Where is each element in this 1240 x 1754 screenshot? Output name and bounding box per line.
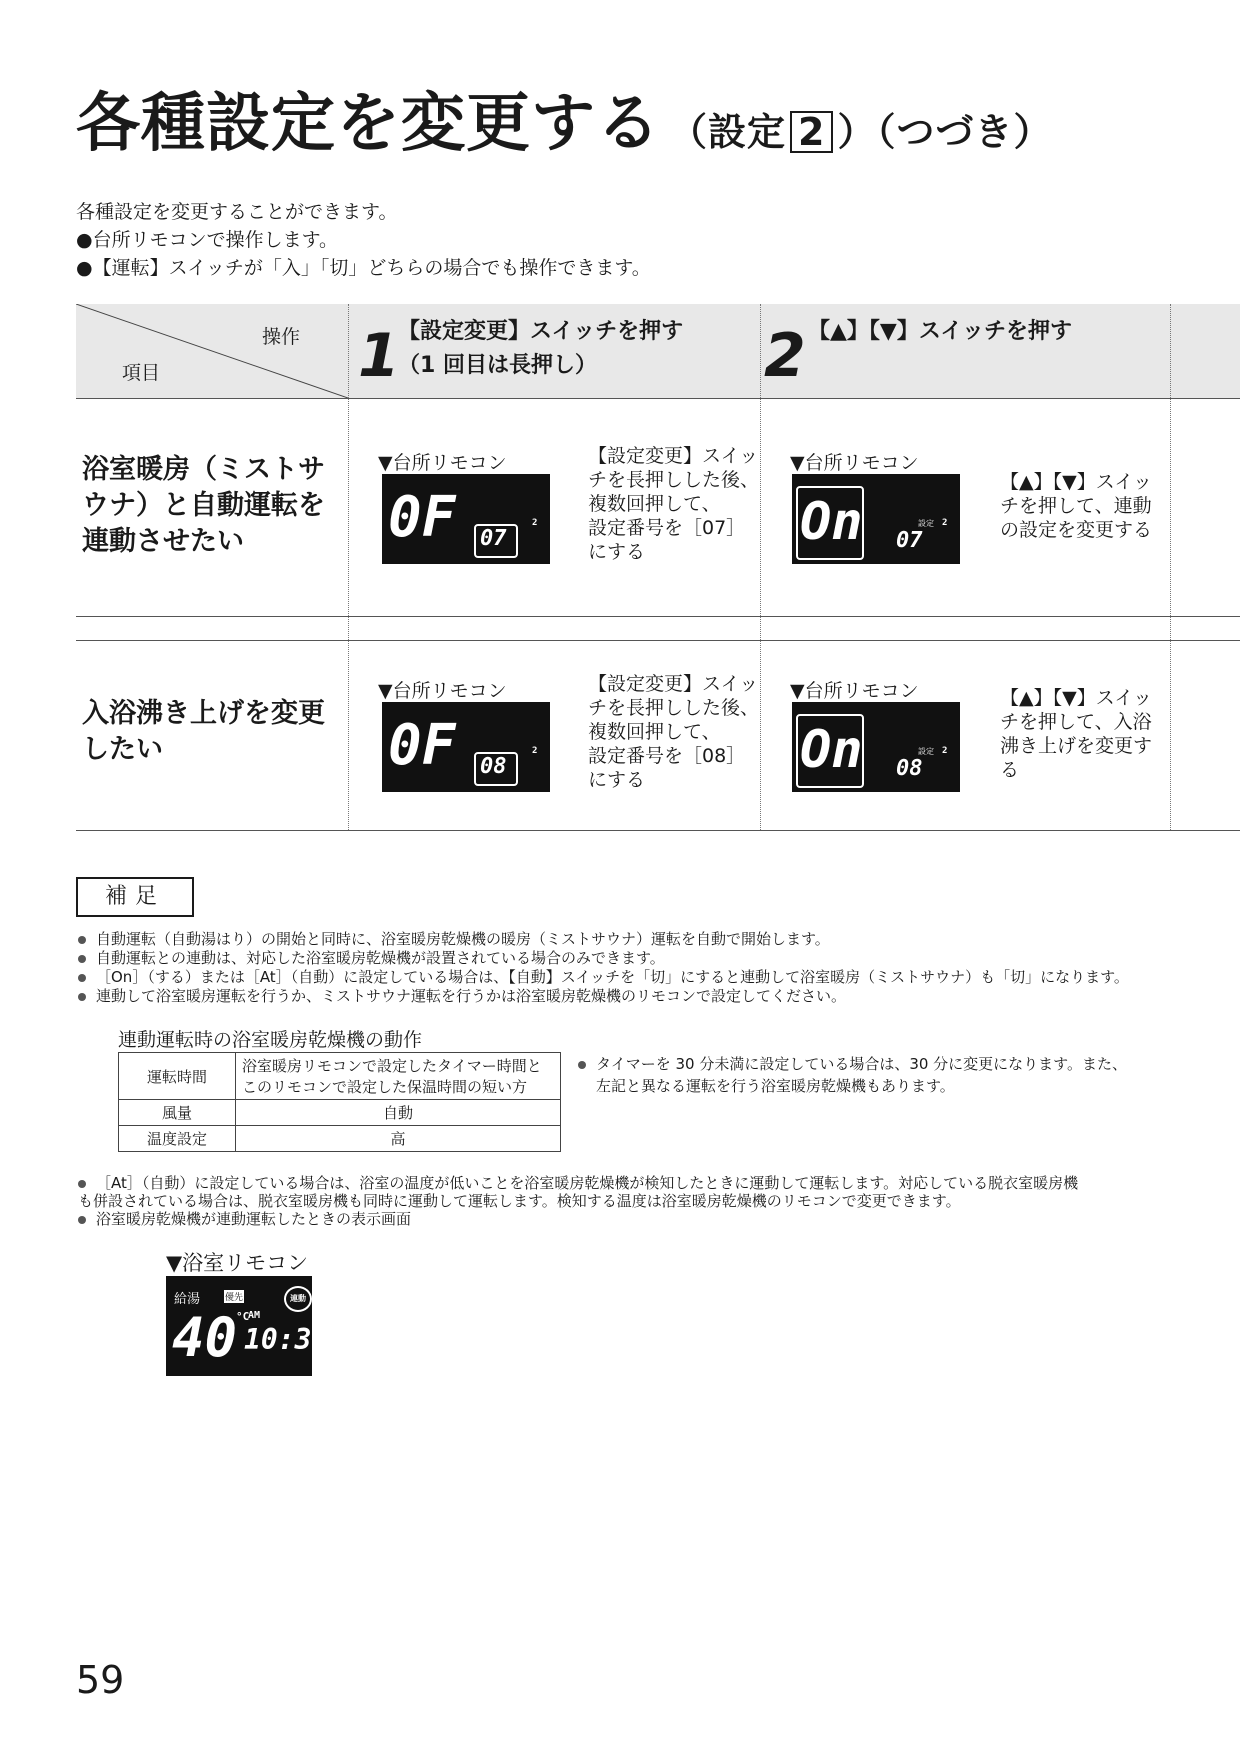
column-divider <box>1170 304 1171 830</box>
page-number: 59 <box>76 1658 125 1702</box>
step1-description: 【設定変更】スイッ チを長押しした後、 複数回押して、 設定番号を［07］ にする <box>588 445 760 563</box>
step2-number: 2 <box>764 321 806 391</box>
auto-setting-notes: ［At］（自動）に設定している場合は、浴室の温度が低いことを浴室暖房乾燥機が検知したときに運動して運転します。対応している脱衣室暖房機 も併設されている場合は、脱衣室暖房機も同時に運動して運転します。検知する温度は浴室暖房乾燥機のリモコンで変更できます。 浴室暖房乾燥機が連動運転したときの表示画面 <box>78 1174 1079 1228</box>
linked-operation-table <box>118 1052 561 1152</box>
bullet-icon <box>78 1180 86 1188</box>
header-item: 項目 <box>122 362 161 384</box>
list-item: ［On］（する）または［At］（自動）に設定している場合は、【自動】スイッチを「切」にすると連動して浴室暖房（ミストサウナ）も「切」になります。 <box>78 968 1129 987</box>
table-row: 風量 自動 <box>119 1100 561 1126</box>
step2-description: 【▲】【▼】スイッ チを押して、入浴 沸き上げを変更す る <box>1000 687 1153 781</box>
bullet-icon <box>78 955 86 963</box>
row-divider <box>76 616 1240 617</box>
kitchen-remote-display: On 08 設定 2 <box>792 702 960 792</box>
bullet-icon <box>578 1061 586 1069</box>
kitchen-remote-display: On 07 設定 2 <box>792 474 960 564</box>
row-divider <box>76 398 1240 399</box>
column-divider <box>760 304 761 830</box>
bullet-icon <box>78 993 86 1001</box>
bullet-icon <box>78 974 86 982</box>
list-item: 自動運転との連動は、対応した浴室暖房乾燥機が設置されている場合のみできます。 <box>78 949 1129 968</box>
kitchen-remote-display: 0F 07 2 <box>382 474 550 564</box>
page-title: 各種設定を変更する （設定 2 ）（つづき） <box>76 87 1053 161</box>
step2-title: 【▲】【▼】スイッチを押す <box>808 319 1072 344</box>
supplement-notes <box>78 930 1129 1006</box>
supplement-label: 補足 <box>76 877 194 917</box>
bullet-icon <box>78 936 86 944</box>
list-item: 自動運転（自動湯はり）の開始と同時に、浴室暖房乾燥機の暖房（ミストサウナ）運転を自動で開始します。 <box>78 930 1129 949</box>
row-divider <box>76 640 1240 641</box>
linked-badge: 連動 <box>284 1286 312 1312</box>
bath-remote-label: ▼浴室リモコン <box>166 1251 309 1275</box>
table-row: 温度設定 高 <box>119 1126 561 1152</box>
bullet-icon <box>78 1216 86 1224</box>
step2-description: 【▲】【▼】スイッ チを押して、連動 の設定を変更する <box>1000 471 1153 541</box>
setting-number-box: 2 <box>790 111 833 153</box>
linked-operation-heading: 連動運転時の浴室暖房乾燥機の動作 <box>118 1029 423 1051</box>
kitchen-remote-label: ▼台所リモコン <box>790 452 919 474</box>
kitchen-remote-label: ▼台所リモコン <box>790 680 919 702</box>
row-label-bath-reheat: 入浴沸き上げを変更 したい <box>82 698 325 765</box>
title-sub: （設定 2 ）（つづき） <box>669 110 1053 154</box>
row-label-mist-sauna: 浴室暖房（ミストサ ウナ）と自動運転を 連動させたい <box>82 454 325 557</box>
step1-title: 【設定変更】スイッチを押す （1 回目は長押し） <box>398 319 684 378</box>
header-operation: 操作 <box>262 326 301 348</box>
list-item: 連動して浴室暖房運転を行うか、ミストサウナ運転を行うかは浴室暖房乾燥機のリモコンで設定してください。 <box>78 987 1129 1006</box>
step1-description: 【設定変更】スイッ チを長押しした後、 複数回押して、 設定番号を［08］ にする <box>588 673 760 791</box>
kitchen-remote-label: ▼台所リモコン <box>378 680 507 702</box>
intro-text: 各種設定を変更することができます。 ●台所リモコンで操作します。 ●【運転】スイッチが「入」「切」どちらの場合でも操作できます。 <box>76 201 651 279</box>
kitchen-remote-display: 0F 08 2 <box>382 702 550 792</box>
table-row: 運転時間 浴室暖房リモコンで設定したタイマー時間とこのリモコンで設定した保温時間の短い方 <box>119 1053 561 1100</box>
timer-note: タイマーを 30 分未満に設定している場合は、30 分に変更になります。また、 左記と異なる運転を行う浴室暖房乾燥機もあります。 <box>578 1053 1127 1097</box>
header-diagonal <box>76 304 348 398</box>
row-divider <box>76 830 1240 831</box>
step1-number: 1 <box>358 321 400 391</box>
kitchen-remote-label: ▼台所リモコン <box>378 452 507 474</box>
bath-remote-display: 給湯 優先 連動 40 °C AM 10:30 <box>166 1276 312 1376</box>
column-divider <box>348 304 349 830</box>
